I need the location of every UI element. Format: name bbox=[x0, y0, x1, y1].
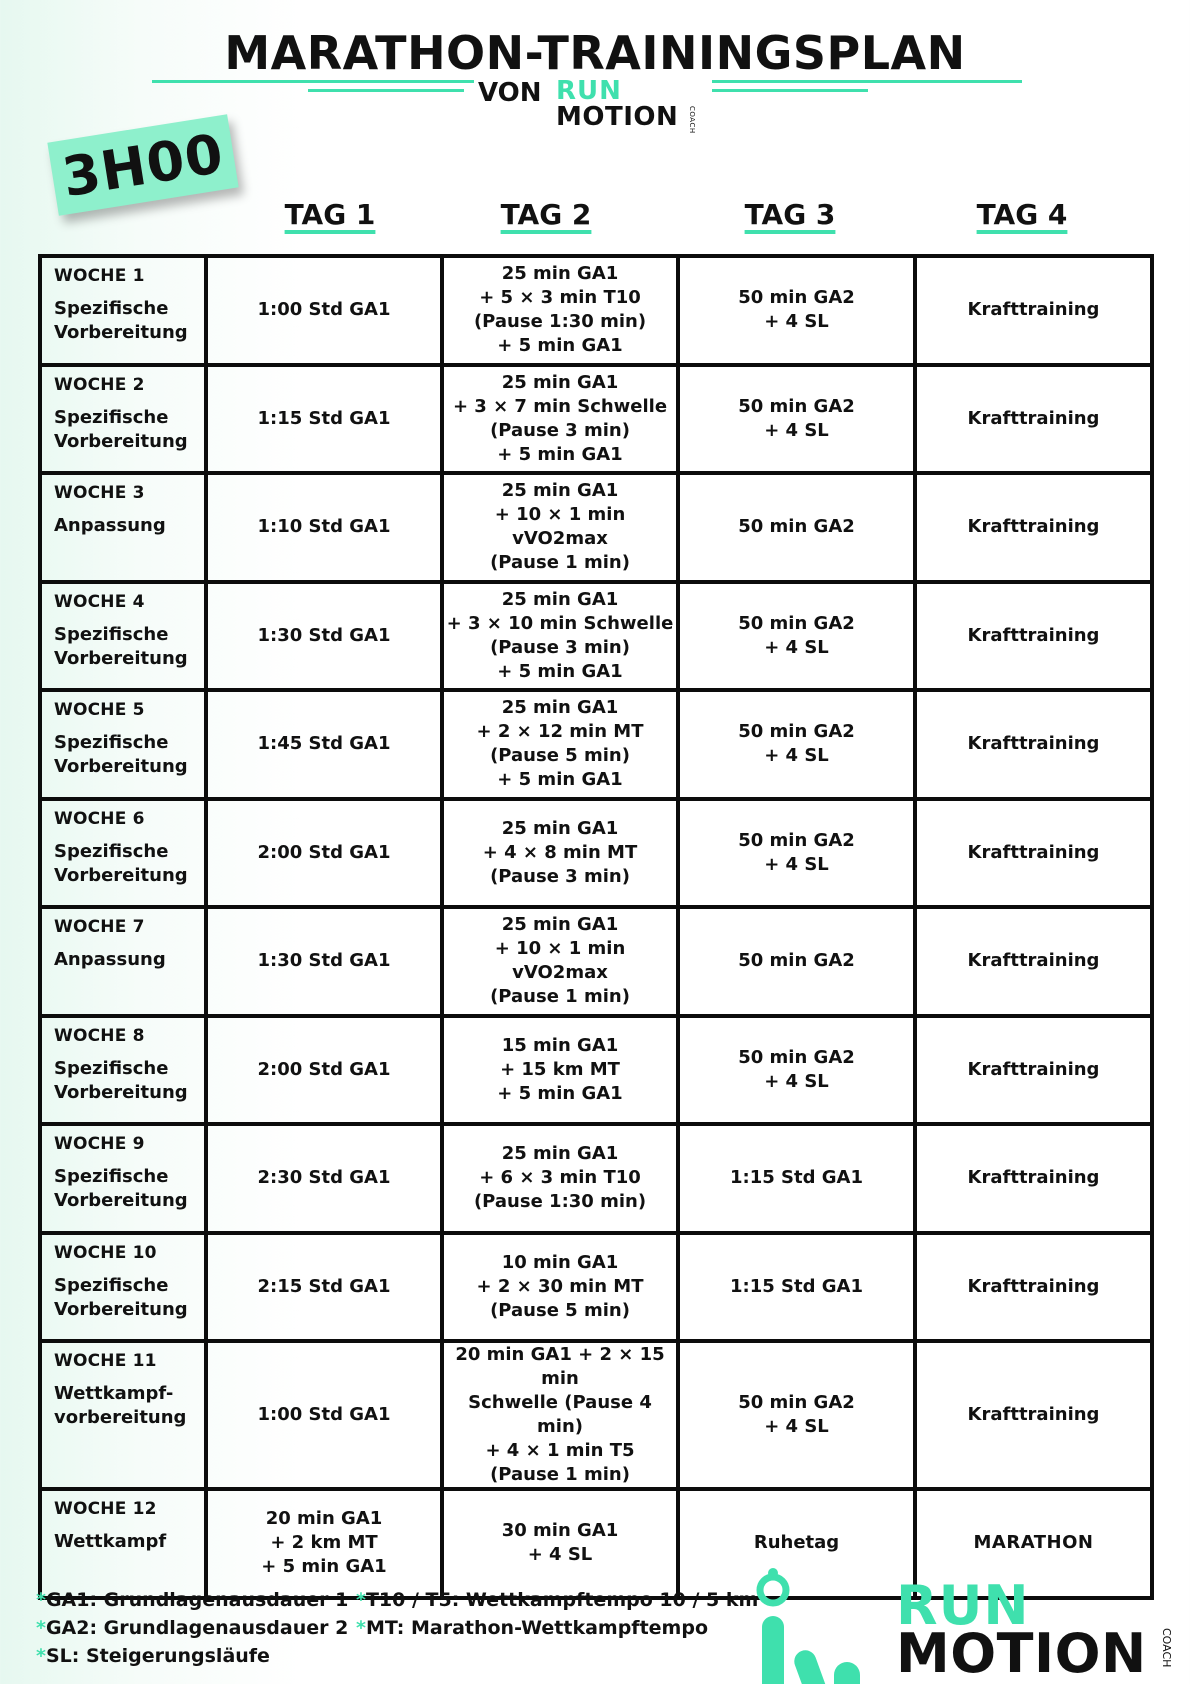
week-cell bbox=[40, 690, 206, 799]
week-cell bbox=[40, 1489, 206, 1598]
training-plan-table bbox=[38, 254, 1154, 1600]
day1-cell: 2:30 Std GA1 bbox=[206, 1124, 442, 1233]
day1-cell: 1:10 Std GA1 bbox=[206, 473, 442, 582]
day1-cell: 1:30 Std GA1 bbox=[206, 582, 442, 691]
week-cell bbox=[40, 1233, 206, 1342]
week-label: WOCHE 10 bbox=[54, 1242, 157, 1263]
legend-marker: * bbox=[36, 1645, 46, 1667]
day2-cell: 25 min GA1 + 6 × 3 min T10 (Pause 1:30 min) bbox=[442, 1124, 678, 1233]
week-phase: Anpassung bbox=[54, 515, 166, 536]
legend-marker: * bbox=[356, 1617, 366, 1639]
day-header-1: TAG 1 bbox=[284, 198, 376, 231]
day3-cell: 50 min GA2 + 4 SL bbox=[678, 1016, 915, 1125]
day4-cell: Krafttraining bbox=[915, 690, 1152, 799]
week-label: WOCHE 5 bbox=[54, 700, 145, 720]
day1-cell: 1:45 Std GA1 bbox=[206, 690, 442, 799]
day2-cell: 30 min GA1 + 4 SL bbox=[442, 1489, 678, 1598]
legend-text: GA2: Grundlagenausdauer 2 bbox=[45, 1617, 349, 1639]
runner-logo-icon bbox=[752, 1566, 872, 1684]
byline: VON bbox=[478, 78, 542, 108]
table-row bbox=[40, 365, 1152, 474]
table-row bbox=[40, 1016, 1152, 1125]
day1-cell: 1:15 Std GA1 bbox=[206, 365, 442, 474]
week-phase: Spezifische Vorbereitung bbox=[54, 406, 188, 452]
day2-cell: 10 min GA1 + 2 × 30 min MT (Pause 5 min) bbox=[442, 1233, 678, 1342]
week-phase: Anpassung bbox=[54, 949, 166, 970]
legend-left bbox=[36, 1586, 348, 1670]
target-time-badge: 3H00 bbox=[47, 114, 238, 216]
week-cell bbox=[40, 582, 206, 691]
week-phase: Spezifische Vorbereitung bbox=[54, 623, 188, 669]
day3-cell: 50 min GA2 + 4 SL bbox=[678, 365, 915, 474]
week-phase: Spezifische Vorbereitung bbox=[54, 1274, 188, 1320]
table-row bbox=[40, 473, 1152, 582]
week-label: WOCHE 7 bbox=[54, 917, 145, 937]
day4-cell: Krafttraining bbox=[915, 907, 1152, 1016]
week-label: WOCHE 3 bbox=[54, 483, 145, 503]
header-rule-right-inner bbox=[712, 89, 868, 92]
training-plan-body bbox=[40, 256, 1152, 1598]
day4-cell: Krafttraining bbox=[915, 1016, 1152, 1125]
legend-right bbox=[356, 1586, 758, 1642]
legend-item-t10-t5 bbox=[356, 1586, 758, 1614]
week-phase: Spezifische Vorbereitung bbox=[54, 298, 188, 343]
table-row bbox=[40, 1233, 1152, 1342]
day-header-2: TAG 2 bbox=[500, 198, 592, 231]
legend-item-ga1 bbox=[36, 1586, 348, 1614]
week-cell bbox=[40, 256, 206, 365]
day1-cell: 2:00 Std GA1 bbox=[206, 1016, 442, 1125]
day1-cell: 20 min GA1 + 2 km MT + 5 min GA1 bbox=[206, 1489, 442, 1598]
day4-cell: Krafttraining bbox=[915, 1233, 1152, 1342]
week-label: WOCHE 9 bbox=[54, 1134, 145, 1154]
week-phase: Spezifische Vorbereitung bbox=[54, 840, 188, 886]
day3-cell: 50 min GA2 + 4 SL bbox=[678, 256, 915, 365]
week-phase: Spezifische Vorbereitung bbox=[54, 1057, 188, 1103]
table-row bbox=[40, 1124, 1152, 1233]
week-phase: Spezifische Vorbereitung bbox=[54, 1166, 188, 1211]
day2-cell: 15 min GA1 + 15 km MT + 5 min GA1 bbox=[442, 1016, 678, 1125]
brand-run-large: RUN bbox=[896, 1574, 1030, 1637]
day-header-3: TAG 3 bbox=[744, 198, 836, 231]
week-label: WOCHE 8 bbox=[54, 1025, 145, 1046]
brand-motion-large: MOTION bbox=[896, 1622, 1147, 1684]
week-cell bbox=[40, 1341, 206, 1489]
week-cell bbox=[40, 1124, 206, 1233]
week-cell bbox=[40, 473, 206, 582]
week-label: WOCHE 4 bbox=[54, 591, 145, 612]
day3-cell: 50 min GA2 + 4 SL bbox=[678, 690, 915, 799]
week-cell bbox=[40, 365, 206, 474]
week-phase: Wettkampf bbox=[54, 1531, 167, 1552]
day3-cell: 50 min GA2 + 4 SL bbox=[678, 582, 915, 691]
day4-cell: Krafttraining bbox=[915, 1341, 1152, 1489]
day4-cell: Krafttraining bbox=[915, 473, 1152, 582]
day3-cell: Ruhetag bbox=[678, 1489, 915, 1598]
brand-coach-large: COACH bbox=[1160, 1628, 1173, 1668]
day1-cell: 2:15 Std GA1 bbox=[206, 1233, 442, 1342]
brand-motion-small: MOTION bbox=[556, 102, 679, 132]
page-title: MARATHON-TRAININGSPLAN bbox=[224, 26, 966, 80]
legend-text: MT: Marathon-Wettkampftempo bbox=[365, 1617, 708, 1639]
day1-cell: 1:30 Std GA1 bbox=[206, 907, 442, 1016]
day2-cell: 25 min GA1 + 5 × 3 min T10 (Pause 1:30 min) + 5 min GA1 bbox=[442, 256, 678, 365]
day2-cell: 20 min GA1 + 2 × 15 min Schwelle (Pause 4 min) + 4 × 1 min T5 (Pause 1 min) bbox=[442, 1341, 678, 1489]
table-row bbox=[40, 1341, 1152, 1489]
legend-text: SL: Steigerungsläufe bbox=[45, 1645, 270, 1667]
legend-item-mt bbox=[356, 1614, 758, 1642]
day3-cell: 50 min GA2 bbox=[678, 473, 915, 582]
week-cell bbox=[40, 907, 206, 1016]
day4-cell: Krafttraining bbox=[915, 256, 1152, 365]
legend-marker: * bbox=[356, 1589, 366, 1611]
table-row bbox=[40, 256, 1152, 365]
header-rule-left bbox=[152, 80, 474, 83]
day4-cell: Krafttraining bbox=[915, 582, 1152, 691]
day2-cell: 25 min GA1 + 3 × 10 min Schwelle (Pause 3 min) + 5 min GA1 bbox=[442, 582, 678, 691]
day2-cell: 25 min GA1 + 3 × 7 min Schwelle (Pause 3 min) + 5 min GA1 bbox=[442, 365, 678, 474]
legend-item-ga2 bbox=[36, 1614, 348, 1642]
table-row bbox=[40, 582, 1152, 691]
day3-cell: 1:15 Std GA1 bbox=[678, 1124, 915, 1233]
day2-cell: 25 min GA1 + 2 × 12 min MT (Pause 5 min) + 5 min GA1 bbox=[442, 690, 678, 799]
day1-cell: 2:00 Std GA1 bbox=[206, 799, 442, 908]
day-header-4: TAG 4 bbox=[976, 198, 1068, 231]
brand-run-small: RUN bbox=[556, 76, 622, 106]
week-cell bbox=[40, 799, 206, 908]
header-rule-right bbox=[712, 80, 1022, 83]
legend-item-sl bbox=[36, 1642, 348, 1670]
legend-text: GA1: Grundlagenausdauer 1 bbox=[45, 1589, 349, 1611]
table-row bbox=[40, 907, 1152, 1016]
legend-text: T10 / T5: Wettkampftempo 10 / 5 km bbox=[365, 1589, 759, 1611]
day2-cell: 25 min GA1 + 10 × 1 min vVO2max (Pause 1 min) bbox=[442, 473, 678, 582]
legend-marker: * bbox=[36, 1617, 46, 1639]
day3-cell: 50 min GA2 + 4 SL bbox=[678, 799, 915, 908]
day3-cell: 1:15 Std GA1 bbox=[678, 1233, 915, 1342]
brand-coach-small: COACH bbox=[688, 106, 696, 134]
day1-cell: 1:00 Std GA1 bbox=[206, 256, 442, 365]
header-rule-left-inner bbox=[308, 89, 464, 92]
week-label: WOCHE 1 bbox=[54, 266, 145, 286]
legend-marker: * bbox=[36, 1589, 46, 1611]
table-row bbox=[40, 690, 1152, 799]
day2-cell: 25 min GA1 + 10 × 1 min vVO2max (Pause 1 min) bbox=[442, 907, 678, 1016]
marathon-cell: MARATHON bbox=[915, 1489, 1152, 1598]
day1-cell: 1:00 Std GA1 bbox=[206, 1341, 442, 1489]
day4-cell: Krafttraining bbox=[915, 365, 1152, 474]
day3-cell: 50 min GA2 + 4 SL bbox=[678, 1341, 915, 1489]
week-label: WOCHE 6 bbox=[54, 808, 145, 829]
table-row bbox=[40, 799, 1152, 908]
day4-cell: Krafttraining bbox=[915, 1124, 1152, 1233]
day4-cell: Krafttraining bbox=[915, 799, 1152, 908]
week-cell bbox=[40, 1016, 206, 1125]
week-label: WOCHE 2 bbox=[54, 374, 145, 395]
day2-cell: 25 min GA1 + 4 × 8 min MT (Pause 3 min) bbox=[442, 799, 678, 908]
week-label: WOCHE 11 bbox=[54, 1351, 157, 1371]
day3-cell: 50 min GA2 bbox=[678, 907, 915, 1016]
week-phase: Spezifische Vorbereitung bbox=[54, 732, 188, 777]
week-phase: Wettkampf- vorbereitung bbox=[54, 1383, 187, 1428]
week-label: WOCHE 12 bbox=[54, 1499, 157, 1519]
